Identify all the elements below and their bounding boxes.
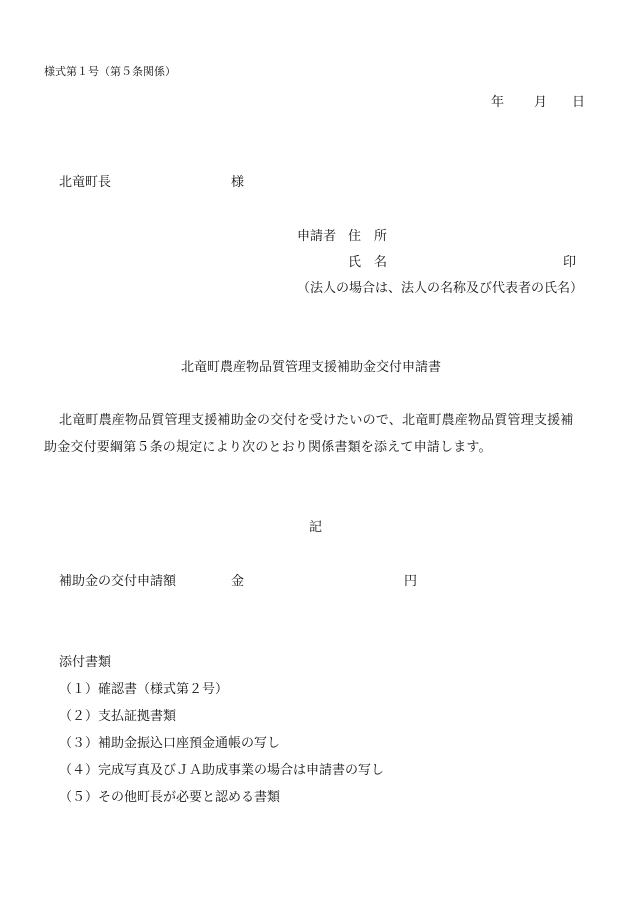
addressee-name: 北竜町長 [59, 175, 112, 190]
attachment-item: （１）確認書（様式第２号） [59, 682, 229, 697]
form-number: 様式第１号（第５条関係） [44, 65, 176, 78]
amount-label: 補助金の交付申請額 [59, 574, 177, 589]
amount-prefix: 金 [231, 574, 245, 589]
date-day: 日 [572, 95, 586, 110]
body-line-2: 助金交付要綱第５条の規定により次のとおり関係書類を添えて申請します。 [44, 440, 492, 455]
seal-mark: 印 [563, 255, 577, 270]
attachment-item: （３）補助金振込口座預金通帳の写し [59, 736, 281, 751]
attachment-item: （５）その他町長が必要と認める書類 [59, 790, 281, 805]
attachments-heading: 添付書類 [59, 655, 112, 670]
ki-heading: 記 [309, 520, 323, 535]
attachment-item: （２）支払証拠書類 [59, 709, 177, 724]
applicant-role: 申請者 [297, 229, 337, 244]
body-line-1: 北竜町農産物品質管理支援補助金の交付を受けたいので、北竜町農産物品質管理支援補 [59, 413, 574, 428]
date-year: 年 [491, 95, 505, 110]
applicant-address-label: 住 所 [348, 229, 388, 244]
corporate-note: （法人の場合は、法人の名称及び代表者の氏名） [297, 281, 584, 296]
document-title: 北竜町農産物品質管理支援補助金交付申請書 [181, 360, 442, 375]
attachment-item: （４）完成写真及びＪＡ助成事業の場合は申請書の写し [59, 763, 385, 778]
addressee-honorific: 様 [231, 175, 245, 190]
date-month: 月 [534, 95, 548, 110]
applicant-name-label: 氏 名 [348, 255, 388, 270]
amount-suffix: 円 [404, 574, 418, 589]
